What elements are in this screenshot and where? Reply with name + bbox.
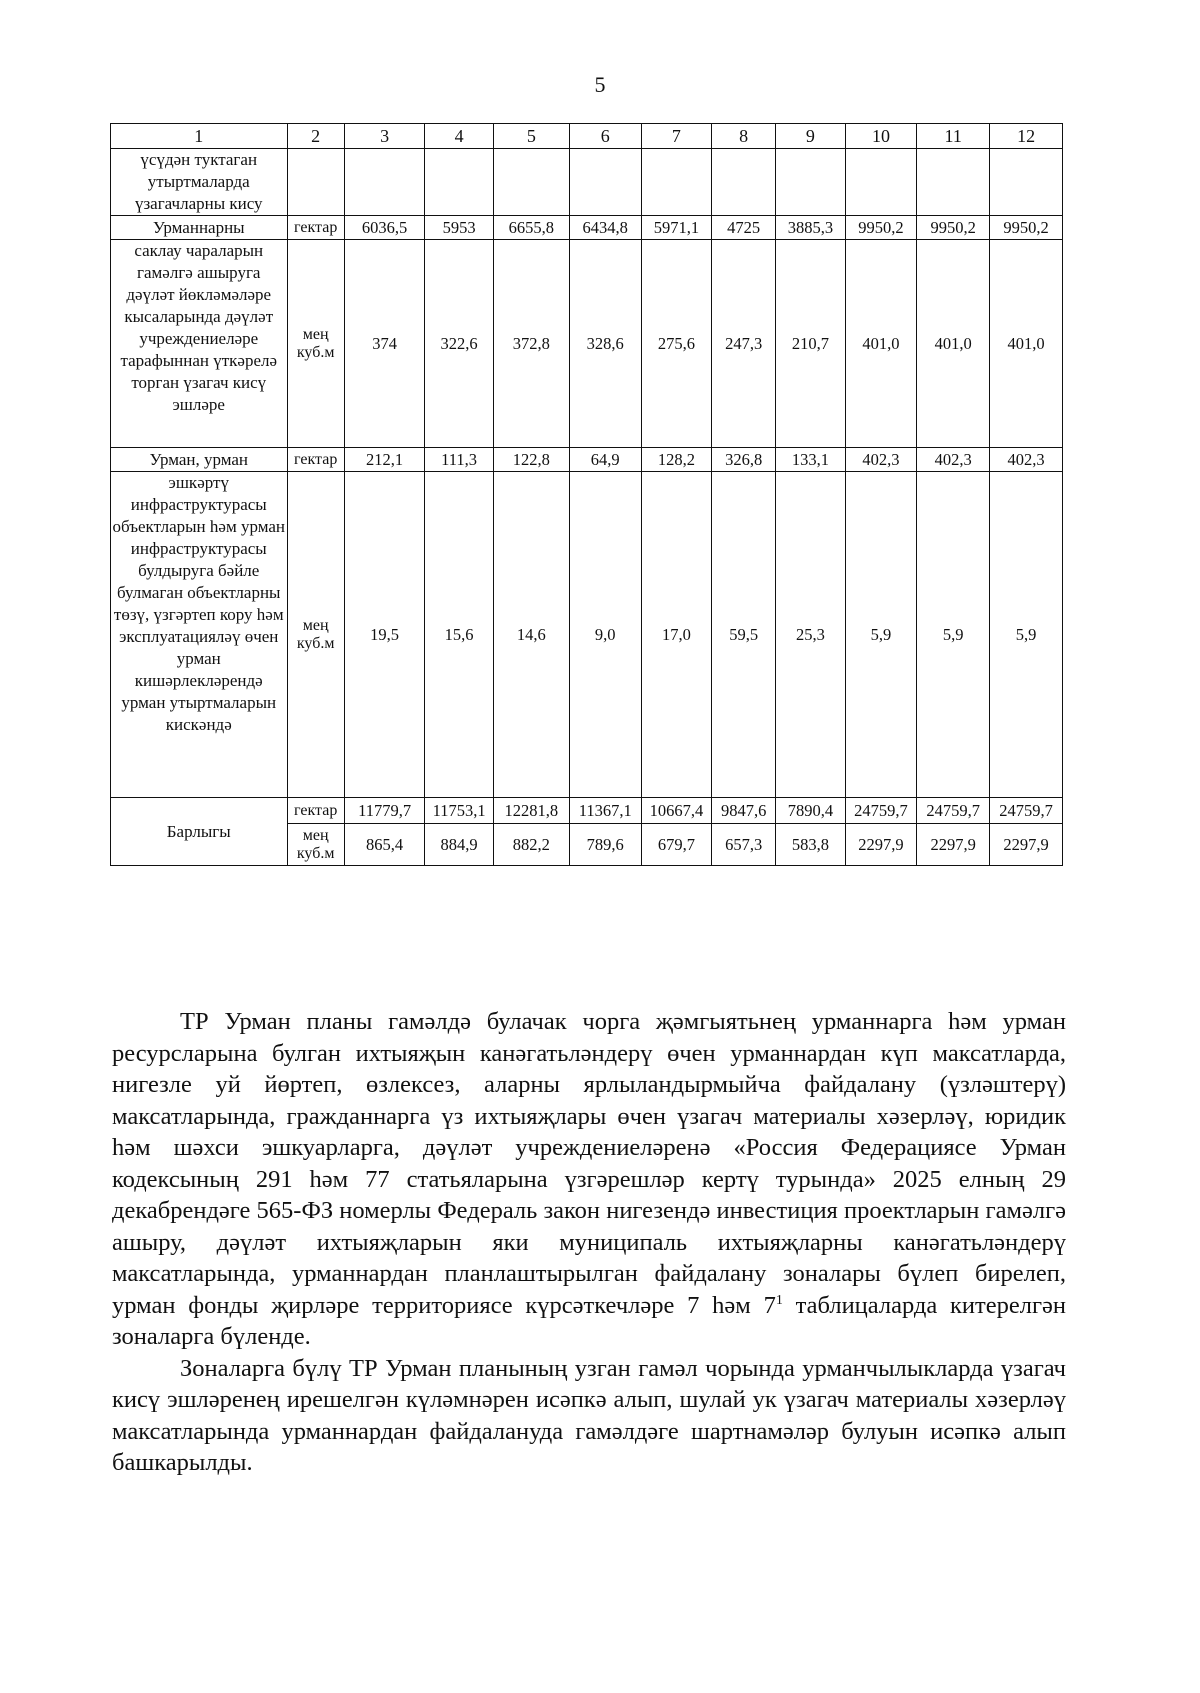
header-cell: 9 bbox=[776, 124, 845, 149]
unit-cell: гектар bbox=[287, 216, 344, 240]
value-cell: 10667,4 bbox=[641, 798, 712, 824]
table-row bbox=[111, 798, 1063, 824]
paragraph-text: таблицаларда китерелгән зоналарга бүленде. bbox=[112, 1291, 1066, 1350]
value-cell: 11753,1 bbox=[425, 798, 493, 824]
header-cell: 1 bbox=[111, 124, 288, 149]
value-cell: 12281,8 bbox=[493, 798, 569, 824]
value-cell: 24759,7 bbox=[990, 798, 1063, 824]
value-cell: 7890,4 bbox=[776, 798, 845, 824]
value-cell: 401,0 bbox=[990, 240, 1063, 448]
row-name: Урманнарны bbox=[111, 216, 288, 240]
value-cell: 657,3 bbox=[712, 824, 776, 866]
value-cell: 679,7 bbox=[641, 824, 712, 866]
value-cell: 133,1 bbox=[776, 448, 845, 472]
header-cell: 3 bbox=[344, 124, 425, 149]
value-cell: 5953 bbox=[425, 216, 493, 240]
value-cell: 328,6 bbox=[569, 240, 641, 448]
superscript: 1 bbox=[775, 1292, 783, 1308]
paragraph-text: ТР Урман планы гамәлдә булачак чорга җәмгыятьнең урманнарга һәм урман ресурсларына булган ихтыяҗын канәгатьләндерү өчен урманнардан күп максатларда, нигезле уй йөртеп, өзлексез, аларны ярлыландырмыйча файдалану (үзләштерү) максатларында, гражданнарга үз ихтыяҗлары өчен үзагач материалы хәзерләү, юридик һәм шәхси эшкуарларга, дәүләт учреждениеләренә «Россия Федерациясе Урман кодексының 291 һәм 77 статьяларына үзгәрешләр кертү турында» 2025 елның 29 декабрендәге 565-ФЗ номерлы Федераль закон нигезендә инвестиция проектларын гамәлгә ашыру, дәүләт ихтыяҗларын яки муниципаль ихтыяҗларны канәгатьләндерү максатларында, урманнардан планлаштырылган файдалану зоналары бүлеп бирелеп, урман фонды җирләре территориясе күрсәткечләре 7 һәм 7 bbox=[112, 1008, 1066, 1319]
header-cell: 11 bbox=[917, 124, 990, 149]
table-row bbox=[111, 240, 1063, 448]
value-cell: 6655,8 bbox=[493, 216, 569, 240]
forest-data-table bbox=[110, 123, 1063, 866]
value-cell: 4725 bbox=[712, 216, 776, 240]
empty-cell bbox=[287, 149, 344, 216]
value-cell: 19,5 bbox=[344, 472, 425, 798]
row-name: үсүдән туктаган утыртмаларда үзагачларны кису bbox=[111, 149, 288, 216]
header-cell: 10 bbox=[845, 124, 917, 149]
value-cell: 789,6 bbox=[569, 824, 641, 866]
table-row bbox=[111, 472, 1063, 798]
value-cell: 401,0 bbox=[917, 240, 990, 448]
value-cell: 5971,1 bbox=[641, 216, 712, 240]
row-name: саклау чараларын гамәлгә ашыруга дәүләт йөкләмәләре кысаларында дәүләт учреждениеләре тарафыннан үткәрелә торган үзагач кисү эшләре bbox=[111, 240, 288, 448]
value-cell: 5,9 bbox=[917, 472, 990, 798]
value-cell: 9950,2 bbox=[990, 216, 1063, 240]
value-cell: 583,8 bbox=[776, 824, 845, 866]
empty-cell bbox=[425, 149, 493, 216]
unit-cell: мең куб.м bbox=[287, 824, 344, 866]
value-cell: 24759,7 bbox=[917, 798, 990, 824]
value-cell: 326,8 bbox=[712, 448, 776, 472]
header-cell: 8 bbox=[712, 124, 776, 149]
empty-cell bbox=[493, 149, 569, 216]
value-cell: 122,8 bbox=[493, 448, 569, 472]
value-cell: 128,2 bbox=[641, 448, 712, 472]
value-cell: 6434,8 bbox=[569, 216, 641, 240]
value-cell: 15,6 bbox=[425, 472, 493, 798]
value-cell: 882,2 bbox=[493, 824, 569, 866]
unit-cell: гектар bbox=[287, 798, 344, 824]
value-cell: 11779,7 bbox=[344, 798, 425, 824]
value-cell: 275,6 bbox=[641, 240, 712, 448]
value-cell: 17,0 bbox=[641, 472, 712, 798]
table-row bbox=[111, 448, 1063, 472]
value-cell: 2297,9 bbox=[990, 824, 1063, 866]
value-cell: 2297,9 bbox=[845, 824, 917, 866]
value-cell: 9847,6 bbox=[712, 798, 776, 824]
value-cell: 5,9 bbox=[845, 472, 917, 798]
row-name: Барлыгы bbox=[111, 798, 288, 866]
table-row bbox=[111, 149, 1063, 216]
value-cell: 402,3 bbox=[990, 448, 1063, 472]
body-text bbox=[112, 1006, 1066, 1479]
paragraph-method: Зоналарга бүлү ТР Урман планының узган гамәл чорында урманчылыкларда үзагач кисү эшләренең ирешелгән күләмнәрен исәпкә алып, шулай ук үзагач материалы хәзерләү максатларында урманнардан файдалануда гамәлдәге шартнамәләр булуын исәпкә алып башкарылды. bbox=[112, 1354, 1066, 1476]
value-cell: 402,3 bbox=[917, 448, 990, 472]
value-cell: 212,1 bbox=[344, 448, 425, 472]
unit-cell: мең куб.м bbox=[287, 240, 344, 448]
value-cell: 6036,5 bbox=[344, 216, 425, 240]
value-cell: 247,3 bbox=[712, 240, 776, 448]
value-cell: 111,3 bbox=[425, 448, 493, 472]
header-cell: 12 bbox=[990, 124, 1063, 149]
value-cell: 11367,1 bbox=[569, 798, 641, 824]
value-cell: 9,0 bbox=[569, 472, 641, 798]
empty-cell bbox=[569, 149, 641, 216]
value-cell: 322,6 bbox=[425, 240, 493, 448]
empty-cell bbox=[712, 149, 776, 216]
header-cell: 4 bbox=[425, 124, 493, 149]
value-cell: 865,4 bbox=[344, 824, 425, 866]
value-cell: 210,7 bbox=[776, 240, 845, 448]
empty-cell bbox=[344, 149, 425, 216]
empty-cell bbox=[641, 149, 712, 216]
empty-cell bbox=[917, 149, 990, 216]
value-cell: 14,6 bbox=[493, 472, 569, 798]
row-name: эшкәртү инфраструктурасы объектларын һәм урман инфраструктурасы булдыруга бәйле булмаган объектларны төзү, үзгәртеп кору һәм эксплуатацияләү өчен урман кишәрлекләрендә урман утыртмаларын кискәндә bbox=[111, 472, 288, 798]
row-name: Урман, урман bbox=[111, 448, 288, 472]
unit-cell: гектар bbox=[287, 448, 344, 472]
value-cell: 9950,2 bbox=[917, 216, 990, 240]
value-cell: 3885,3 bbox=[776, 216, 845, 240]
header-cell: 7 bbox=[641, 124, 712, 149]
table-header-row bbox=[111, 124, 1063, 149]
paragraph-zoning bbox=[112, 1006, 1066, 1353]
header-cell: 6 bbox=[569, 124, 641, 149]
value-cell: 59,5 bbox=[712, 472, 776, 798]
value-cell: 372,8 bbox=[493, 240, 569, 448]
value-cell: 9950,2 bbox=[845, 216, 917, 240]
empty-cell bbox=[776, 149, 845, 216]
value-cell: 24759,7 bbox=[845, 798, 917, 824]
empty-cell bbox=[845, 149, 917, 216]
value-cell: 2297,9 bbox=[917, 824, 990, 866]
value-cell: 5,9 bbox=[990, 472, 1063, 798]
table-row bbox=[111, 216, 1063, 240]
header-cell: 5 bbox=[493, 124, 569, 149]
value-cell: 25,3 bbox=[776, 472, 845, 798]
value-cell: 401,0 bbox=[845, 240, 917, 448]
empty-cell bbox=[990, 149, 1063, 216]
value-cell: 64,9 bbox=[569, 448, 641, 472]
value-cell: 374 bbox=[344, 240, 425, 448]
page-number: 5 bbox=[594, 72, 606, 97]
value-cell: 402,3 bbox=[845, 448, 917, 472]
header-cell: 2 bbox=[287, 124, 344, 149]
value-cell: 884,9 bbox=[425, 824, 493, 866]
unit-cell: мең куб.м bbox=[287, 472, 344, 798]
